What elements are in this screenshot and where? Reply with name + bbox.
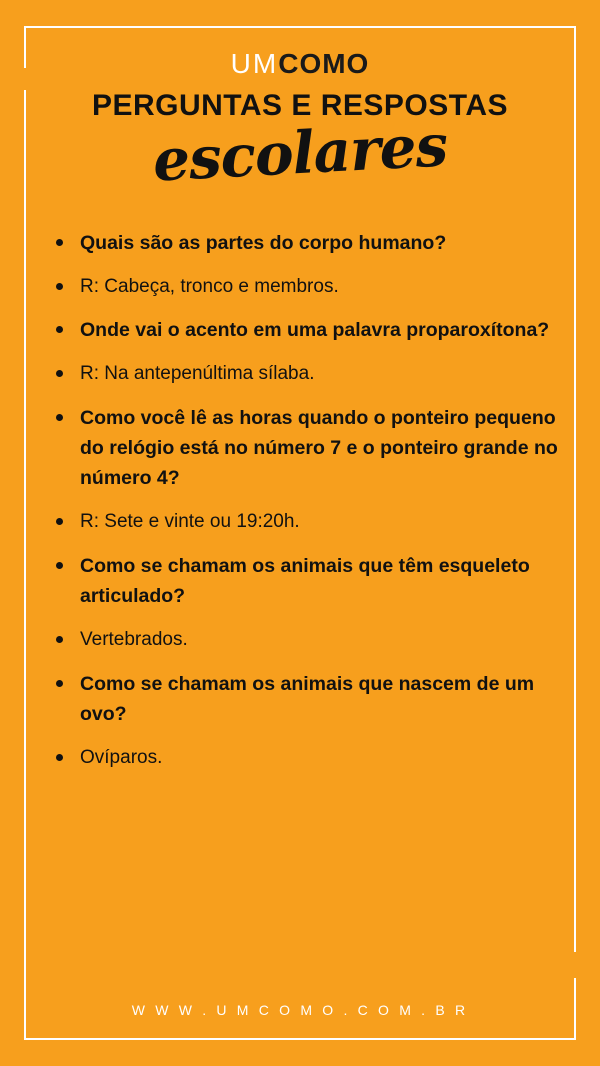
bullet-icon — [56, 518, 63, 525]
list-item-question — [54, 315, 558, 345]
question-text: Como se chamam os animais que têm esqueleto articulado? — [80, 554, 530, 608]
list-item-answer — [54, 272, 558, 301]
bullet-icon — [56, 326, 63, 333]
bullet-icon — [56, 239, 63, 246]
bullet-icon — [56, 636, 63, 643]
bullet-icon — [56, 414, 63, 421]
question-text: Como se chamam os animais que nascem de um ovo? — [80, 672, 535, 725]
list-item-question — [54, 669, 558, 729]
qa-list — [40, 228, 560, 773]
answer-text: R: Cabeça, tronco e membros. — [80, 275, 339, 297]
question-text: Como você lê as horas quando o ponteiro pequeno do relógio está no número 7 e o ponteiro grande no número 4? — [80, 406, 558, 490]
list-item-answer — [54, 507, 558, 536]
brand-suffix: COMO — [278, 48, 370, 79]
bullet-icon — [56, 370, 63, 377]
answer-text: R: Sete e vinte ou 19:20h. — [80, 511, 300, 533]
list-item-answer — [54, 625, 558, 654]
list-item-answer — [54, 743, 558, 772]
page-subtitle: escolares — [151, 110, 449, 195]
bullet-icon — [56, 754, 63, 761]
bullet-icon — [56, 283, 63, 290]
page-title: PERGUNTAS E RESPOSTAS — [91, 89, 509, 122]
answer-text: Vertebrados. — [80, 629, 188, 651]
website-url: W W W . U M C O M O . C O M . B R — [131, 1002, 469, 1018]
answer-text: R: Na antepenúltima sílaba. — [80, 363, 315, 385]
list-item-question — [54, 403, 558, 494]
list-item-answer — [54, 359, 558, 388]
answer-text: Ovíparos. — [80, 747, 163, 769]
brand-prefix: UM — [230, 48, 279, 79]
question-text: Quais são as partes do corpo humano? — [80, 231, 447, 254]
list-item-question — [54, 551, 558, 611]
bullet-icon — [56, 562, 63, 569]
brand-logo — [40, 50, 560, 78]
question-text: Onde vai o acento em uma palavra proparoxítona? — [80, 319, 550, 342]
bullet-icon — [56, 680, 63, 687]
list-item-question — [54, 228, 558, 258]
